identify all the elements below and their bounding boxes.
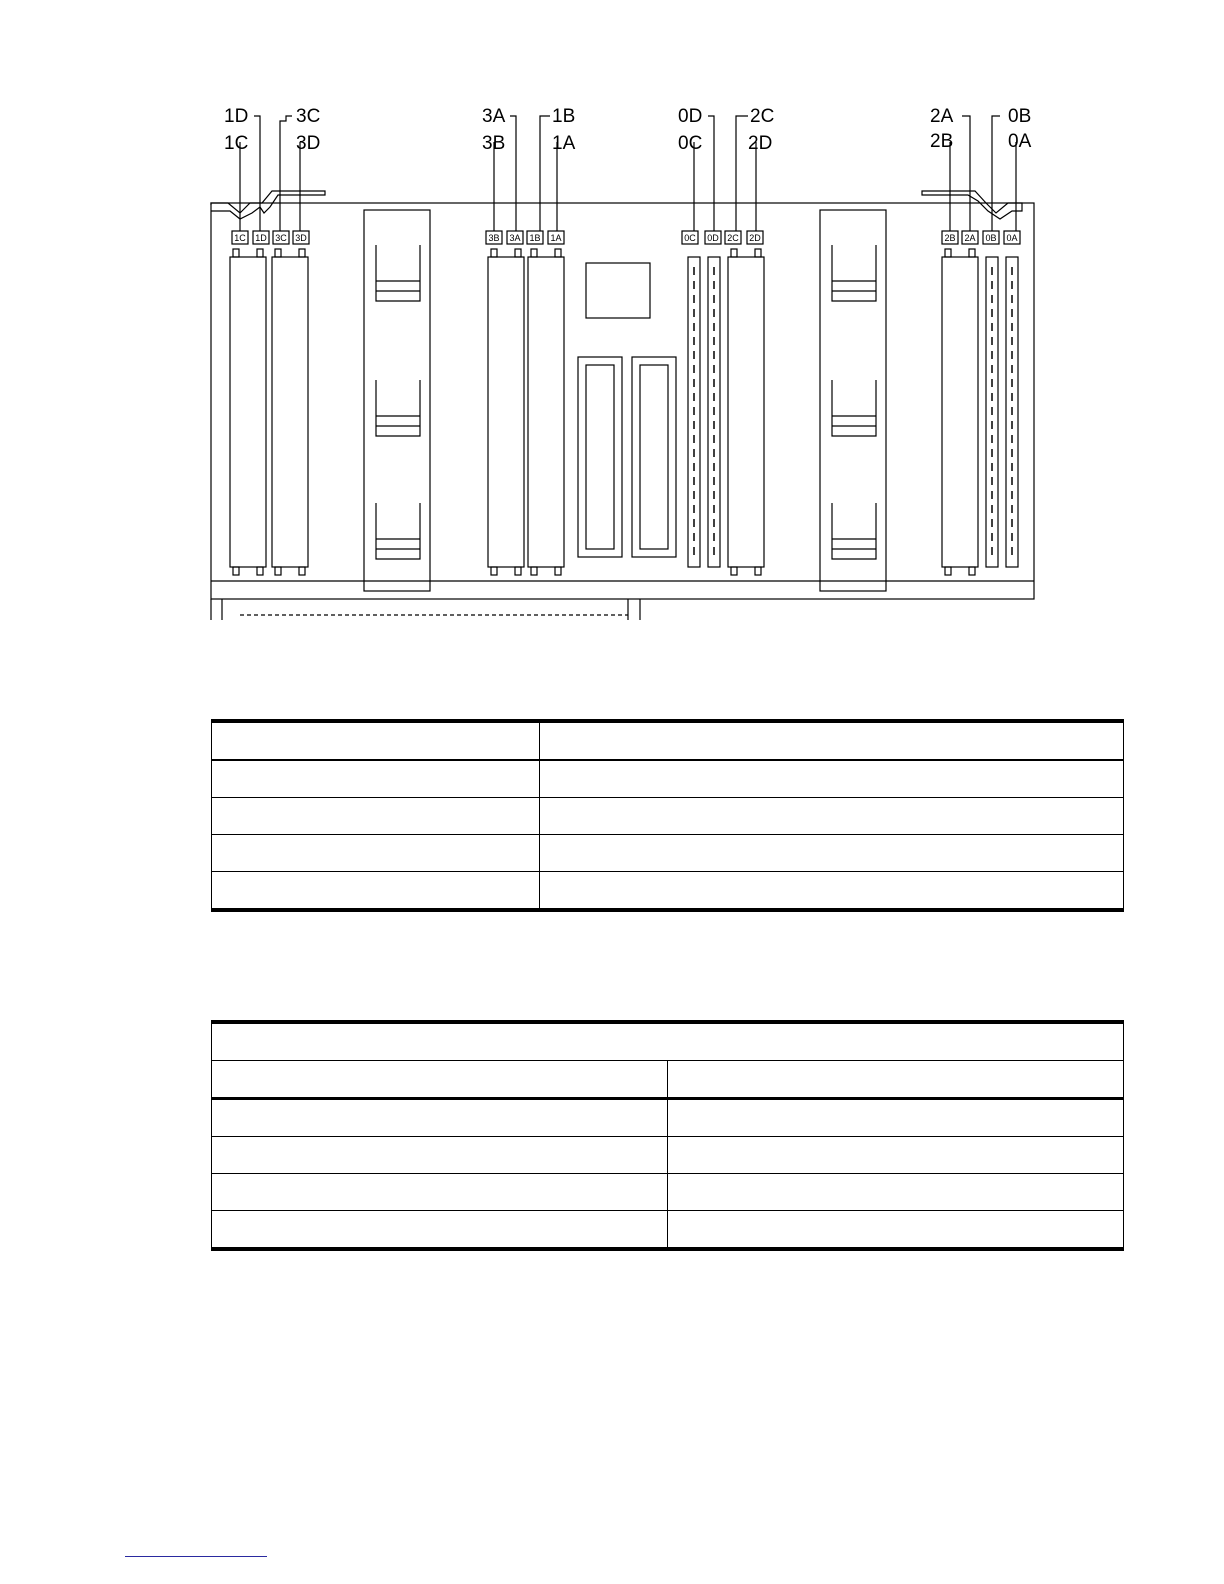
- svg-text:3D: 3D: [295, 233, 307, 243]
- callout-2b: 2B: [930, 131, 954, 152]
- table-cell: [540, 798, 1124, 835]
- table-cell: [212, 760, 540, 798]
- table-cell: [540, 760, 1124, 798]
- svg-text:2B: 2B: [944, 233, 956, 243]
- slot-label-2d: [747, 231, 763, 244]
- svg-text:2D: 2D: [749, 233, 761, 243]
- callout-1b: 1B: [552, 106, 576, 127]
- callout-3c: 3C: [296, 106, 321, 127]
- table-row: [212, 1174, 1124, 1211]
- slot-label-3b: [486, 231, 502, 244]
- table-2: [211, 1020, 1124, 1251]
- slot-label-1d: [253, 231, 269, 244]
- callout-3b: 3B: [482, 133, 506, 154]
- callout-0d: 0D: [678, 106, 703, 127]
- table-cell: [212, 1099, 668, 1137]
- table-row: [212, 760, 1124, 798]
- slot-label-0b: [983, 231, 999, 244]
- callout-1c: 1C: [224, 133, 249, 154]
- memory-slot-diagram: [200, 95, 1050, 625]
- slot-label-3a: [507, 231, 523, 244]
- callout-0b: 0B: [1008, 106, 1032, 127]
- slot-label-0d: [705, 231, 721, 244]
- callout-1d: 1D: [224, 106, 249, 127]
- table-cell: [212, 1061, 668, 1099]
- table-cell: [668, 1174, 1124, 1211]
- table-cell: [212, 835, 540, 872]
- svg-text:3B: 3B: [488, 233, 500, 243]
- table-1: [211, 719, 1124, 912]
- table-cell: [668, 1099, 1124, 1137]
- table-cell: [668, 1061, 1124, 1099]
- table-row: [212, 872, 1124, 911]
- slot-label-1a: [548, 231, 564, 244]
- callout-0c: 0C: [678, 133, 703, 154]
- slot-label-1c: [232, 231, 248, 244]
- svg-text:3A: 3A: [509, 233, 521, 243]
- svg-text:1A: 1A: [550, 233, 562, 243]
- slot-label-2b: [942, 231, 958, 244]
- slot-label-3d: [293, 231, 309, 244]
- table-row: [212, 721, 1124, 760]
- table-row: [212, 1211, 1124, 1250]
- table-row: [212, 1137, 1124, 1174]
- svg-text:2C: 2C: [727, 233, 739, 243]
- table-caption-row: [212, 1022, 1124, 1061]
- slot-label-1b: [527, 231, 543, 244]
- callout-0a: 0A: [1008, 131, 1032, 152]
- slot-label-0c: [682, 231, 698, 244]
- slot-labels: [232, 231, 1020, 244]
- callout-labels: [224, 106, 1032, 154]
- table-cell: [212, 872, 540, 911]
- svg-text:0A: 0A: [1006, 233, 1018, 243]
- callout-2c: 2C: [750, 106, 775, 127]
- table-row: [212, 1061, 1124, 1099]
- slot-label-3c: [273, 231, 289, 244]
- svg-text:0B: 0B: [985, 233, 997, 243]
- table-row: [212, 798, 1124, 835]
- footer-rule: [125, 1556, 267, 1557]
- svg-text:0D: 0D: [707, 233, 719, 243]
- table-row: [212, 1099, 1124, 1137]
- table-row: [212, 835, 1124, 872]
- slot-label-0a: [1004, 231, 1020, 244]
- svg-text:1B: 1B: [529, 233, 541, 243]
- svg-text:1C: 1C: [234, 233, 246, 243]
- table-caption: [212, 1022, 1124, 1061]
- table-cell: [212, 1174, 668, 1211]
- table-cell: [212, 1211, 668, 1250]
- svg-text:0C: 0C: [684, 233, 696, 243]
- callout-3d: 3D: [296, 133, 321, 154]
- table-cell: [668, 1211, 1124, 1250]
- table-cell: [540, 872, 1124, 911]
- callout-1a: 1A: [552, 133, 576, 154]
- callout-2a: 2A: [930, 106, 954, 127]
- slot-label-2c: [725, 231, 741, 244]
- slot-label-2a: [962, 231, 978, 244]
- table-cell: [212, 1137, 668, 1174]
- table-cell: [540, 835, 1124, 872]
- svg-text:1D: 1D: [255, 233, 267, 243]
- table-cell: [540, 721, 1124, 760]
- svg-text:3C: 3C: [275, 233, 287, 243]
- callout-2d: 2D: [748, 133, 773, 154]
- table-cell: [212, 721, 540, 760]
- svg-text:2A: 2A: [964, 233, 976, 243]
- callout-3a: 3A: [482, 106, 506, 127]
- table-cell: [212, 798, 540, 835]
- table-cell: [668, 1137, 1124, 1174]
